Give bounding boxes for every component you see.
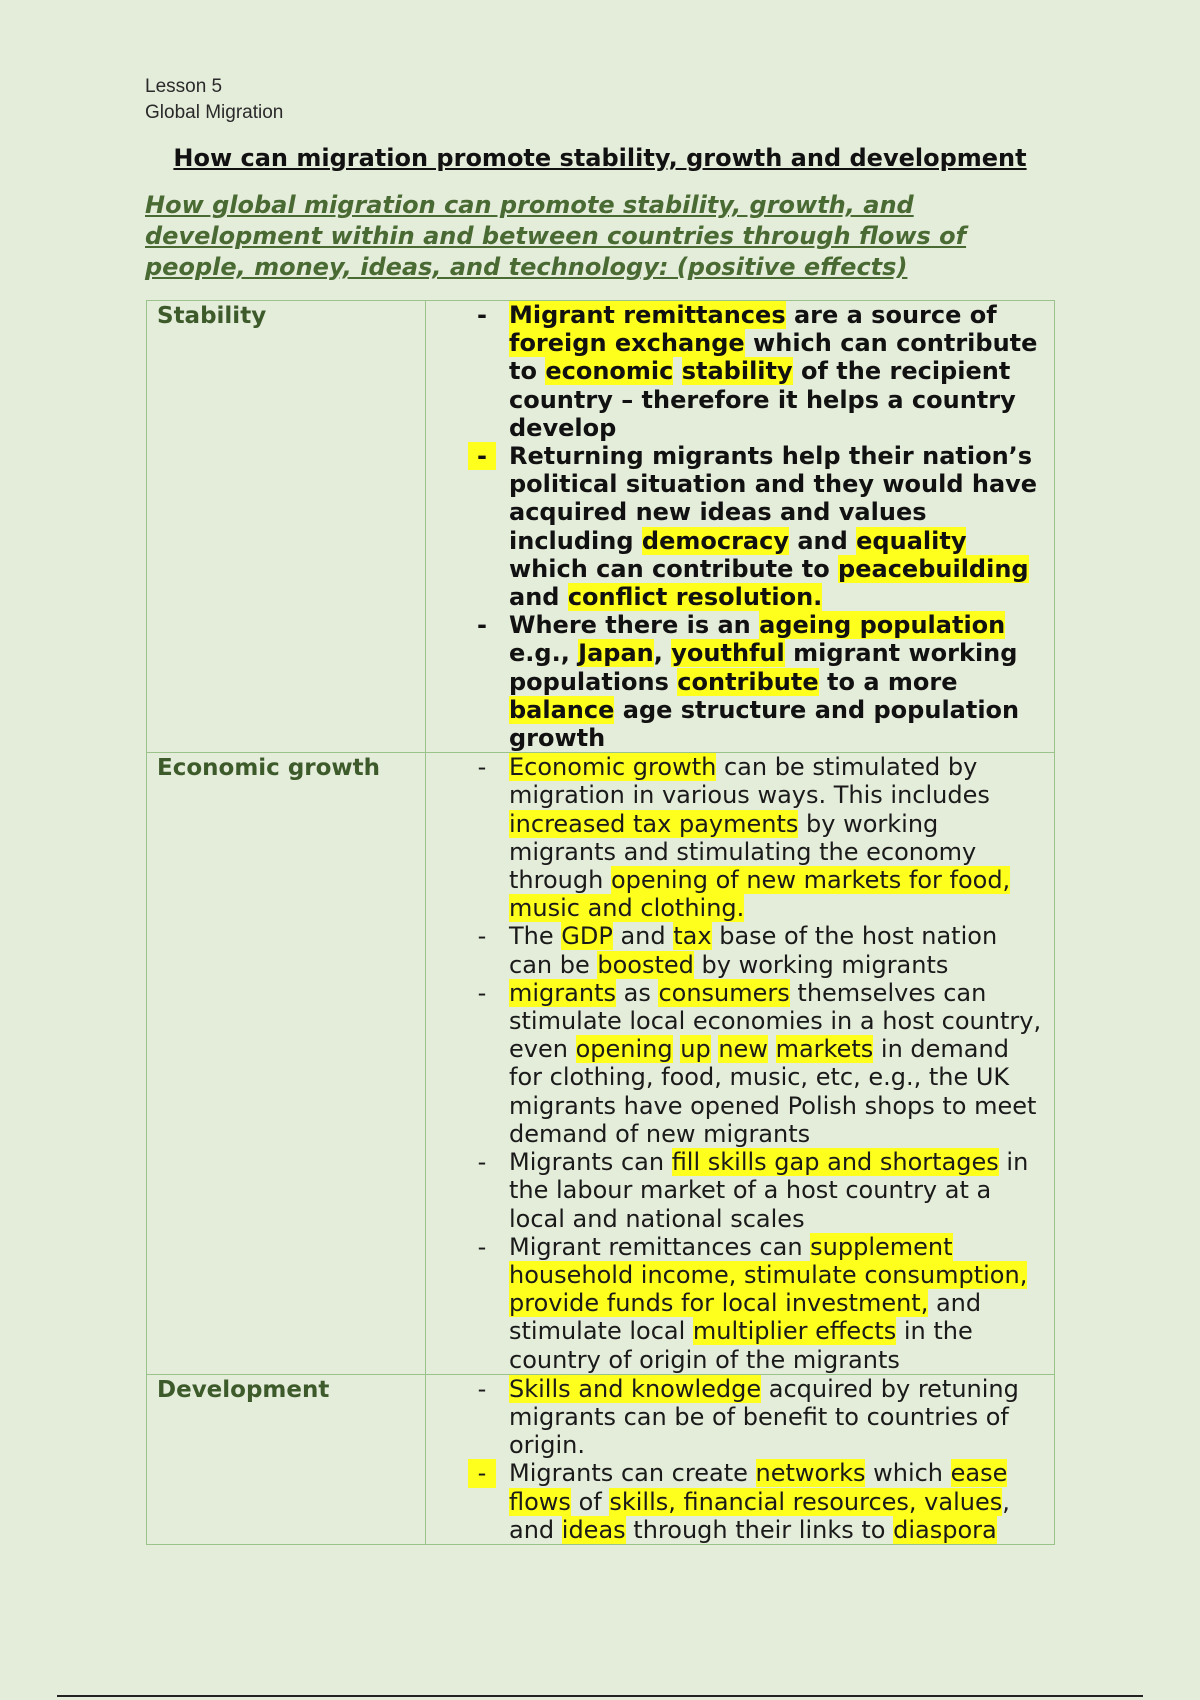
highlighted-text: democracy xyxy=(641,526,789,555)
dash-bullet-icon: - xyxy=(477,1148,487,1177)
highlighted-text: Skills and knowledge xyxy=(509,1374,762,1403)
text-run: , xyxy=(653,639,672,668)
category-label: Development xyxy=(157,1376,330,1403)
page-title: How can migration promote stability, growth and development xyxy=(173,144,1027,172)
highlighted-text: ideas xyxy=(561,1515,626,1544)
list-item xyxy=(426,442,1054,611)
list-item xyxy=(426,753,1054,922)
highlighted-text: foreign exchange xyxy=(509,329,745,358)
highlighted-text: youthful xyxy=(671,639,785,668)
highlighted-text: economic xyxy=(545,357,674,386)
highlighted-text: Japan xyxy=(578,639,654,668)
text-run: by working migrants and stimulating the economy through xyxy=(509,809,977,895)
page-header xyxy=(145,74,283,126)
text-run: are a source of xyxy=(785,301,997,329)
bullets-cell xyxy=(426,1374,1055,1544)
text-run: of the recipient country – therefore it helps a country develop xyxy=(509,357,1016,442)
list-item xyxy=(426,1148,1054,1233)
highlighted-text: balance xyxy=(509,695,615,724)
highlighted-text: new xyxy=(718,1035,768,1064)
table-row xyxy=(147,301,1055,753)
category-cell xyxy=(147,1374,426,1544)
text-run: Migrant remittances can xyxy=(509,1232,811,1261)
dash-bullet-icon: - xyxy=(477,1232,487,1261)
highlighted-text: migrants xyxy=(509,978,616,1007)
table-row xyxy=(147,1374,1055,1544)
text-run: and stimulate local xyxy=(509,1289,982,1346)
category-label: Economic growth xyxy=(157,755,381,782)
highlighted-text: Economic growth xyxy=(509,753,717,782)
highlighted-text: boosted xyxy=(597,950,694,979)
dash-bullet-icon: - xyxy=(468,442,496,470)
highlighted-text: up xyxy=(680,1035,711,1064)
highlighted-text: equality xyxy=(856,526,967,555)
dash-bullet-icon: - xyxy=(477,922,487,951)
text-run: Where there is an xyxy=(509,611,760,640)
text-run: age structure and population growth xyxy=(509,695,1020,753)
list-item xyxy=(426,922,1054,978)
category-label: Stability xyxy=(157,303,267,329)
highlighted-text: consumers xyxy=(658,978,790,1007)
highlighted-text: diaspora xyxy=(893,1515,997,1544)
highlighted-text: stability xyxy=(681,357,793,386)
highlighted-text: opening xyxy=(575,1035,673,1064)
text-run: migrant working populations xyxy=(509,639,1018,696)
dash-bullet-icon: - xyxy=(477,1374,487,1403)
highlighted-text: increased tax payments xyxy=(509,809,799,838)
list-item xyxy=(426,979,1054,1148)
page-subtitle: How global migration can promote stability, growth, and development within and between countries through flows of people, money, ideas, and technology: (positive effects) xyxy=(145,191,967,281)
text-run: of xyxy=(570,1487,610,1516)
highlighted-text: skills, financial resources, values xyxy=(609,1487,1003,1516)
highlighted-text: tax xyxy=(673,922,712,951)
text-run: and xyxy=(612,922,674,951)
highlighted-text: conflict resolution. xyxy=(567,583,823,612)
highlighted-text: fill skills gap and shortages xyxy=(671,1148,999,1177)
list-item xyxy=(426,1459,1054,1544)
text-run: can be stimulated by migration in various ways. This includes xyxy=(509,753,990,810)
text-run: which xyxy=(865,1459,951,1488)
highlighted-text: supplement household income, stimulate consumption, provide funds for local investment, xyxy=(509,1232,1028,1318)
highlighted-text: ageing population xyxy=(759,611,1006,640)
bullet-list xyxy=(426,301,1054,752)
dash-bullet-icon: - xyxy=(468,1459,496,1487)
bullets-cell xyxy=(426,753,1055,1374)
text-run: acquired by retuning migrants can be of benefit to countries of origin. xyxy=(509,1374,1019,1460)
category-cell xyxy=(147,301,426,753)
highlighted-text: markets xyxy=(775,1035,874,1064)
highlighted-text: networks xyxy=(755,1459,866,1488)
text-run: and xyxy=(788,526,857,555)
text-run: Returning migrants help their nation’s political situation and they would have acquired new ideas and values including xyxy=(509,442,1038,555)
text-run: , and xyxy=(509,1487,1010,1544)
highlighted-text: Migrant remittances xyxy=(509,301,786,329)
text-run: in the labour market of a host country at a local and national scales xyxy=(509,1148,1029,1233)
text-run: which can contribute to xyxy=(509,554,839,583)
dash-bullet-icon: - xyxy=(477,301,487,329)
text-run: base of the host nation can be xyxy=(509,922,998,979)
text-run: The xyxy=(509,922,562,951)
lesson-label: Lesson 5 xyxy=(145,76,223,97)
footer-divider xyxy=(57,1695,1143,1697)
dash-bullet-icon: - xyxy=(477,978,487,1007)
text-run: to a more xyxy=(818,667,958,696)
highlighted-text: GDP xyxy=(561,922,613,951)
table-row xyxy=(147,753,1055,1374)
dash-bullet-icon: - xyxy=(477,611,487,640)
text-run xyxy=(768,1035,776,1063)
text-run xyxy=(673,357,681,385)
bullet-list xyxy=(426,753,1054,1373)
text-run: Migrants can xyxy=(509,1148,672,1177)
highlighted-text: ease flows xyxy=(509,1459,1008,1516)
bullets-cell xyxy=(426,301,1055,753)
effects-table-body xyxy=(147,301,1055,1545)
list-item xyxy=(426,611,1054,752)
highlighted-text: multiplier effects xyxy=(692,1317,897,1346)
text-run: which can contribute to xyxy=(509,329,1038,386)
dash-bullet-icon: - xyxy=(477,753,487,782)
list-item xyxy=(426,1375,1054,1460)
text-run: and xyxy=(509,583,568,612)
bullet-list xyxy=(426,1375,1054,1544)
topic-label: Global Migration xyxy=(145,102,284,123)
highlighted-text: opening of new markets for food, music and clothing. xyxy=(509,866,1011,923)
effects-table xyxy=(146,300,1055,1545)
text-run: e.g., xyxy=(509,639,579,668)
text-run: themselves can stimulate local economies in a host country, even xyxy=(509,978,1042,1064)
highlighted-text: contribute xyxy=(677,667,819,696)
text-run: as xyxy=(615,978,659,1007)
list-item xyxy=(426,301,1054,442)
text-run: through their links to xyxy=(625,1515,894,1544)
text-run: in the country of origin of the migrants xyxy=(509,1317,973,1374)
text-run: by working migrants xyxy=(693,950,949,979)
text-run: in demand for clothing, food, music, etc, e.g., the UK migrants have opened Polish shops to meet demand of new migrants xyxy=(509,1035,1037,1148)
highlighted-text: peacebuilding xyxy=(838,554,1029,583)
text-run: Migrants can create xyxy=(509,1459,756,1488)
list-item xyxy=(426,1233,1054,1374)
category-cell xyxy=(147,753,426,1374)
